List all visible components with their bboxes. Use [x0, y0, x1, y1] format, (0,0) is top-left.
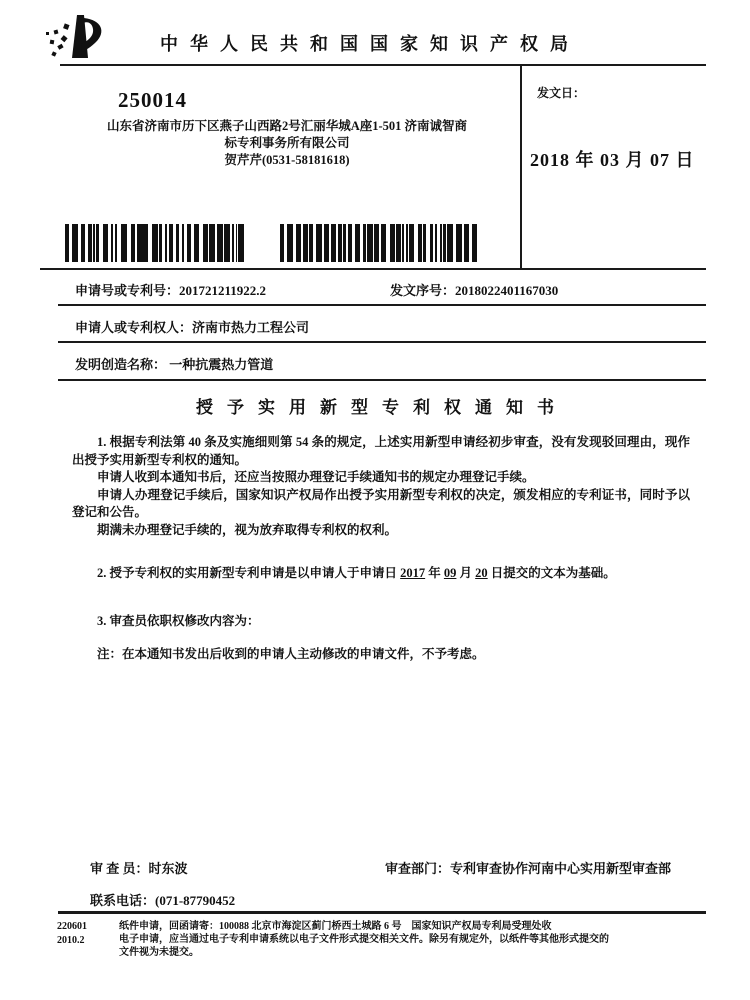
- application-number-label: 申请号或专利号：: [75, 283, 180, 298]
- paragraph-1d: 期满未办理登记手续的，视为放弃取得专利权的权利。: [97, 522, 398, 537]
- row-divider: [58, 304, 706, 306]
- address-line-2: 标专利事务所有限公司: [224, 136, 350, 150]
- sipo-logo-icon: [44, 12, 106, 69]
- footnote-line-2: 电子申请，应当通过电子专利申请系统以电子文件形式提交相关文件。除另有规定外，以纸件等其他形式提交的: [119, 934, 609, 945]
- issuing-authority-title: 中华人民共和国国家知识产权局: [160, 34, 580, 54]
- paragraph-1: 1. 根据专利法第 40 条及实施细则第 54 条的规定，上述实用新型申请经初步审查，没有发现驳回理由，现作出授予实用新型专利权的通知。: [72, 435, 690, 467]
- examiner-field: [90, 858, 188, 877]
- dispatch-vertical-divider: [520, 65, 522, 269]
- paragraph-2: 2. 授予专利权的实用新型专利申请是以申请人于申请日 2017 年 09 月 20 日提交的文本为基础。: [97, 566, 616, 580]
- filing-year: 2017: [400, 566, 426, 580]
- notice-body: [72, 434, 690, 664]
- notice-title: 授予实用新型专利权通知书: [196, 398, 568, 417]
- phone-label: 联系电话：: [90, 893, 156, 908]
- footnote-line-3: 文件视为未提交。: [119, 947, 199, 958]
- application-number-field: [75, 280, 266, 299]
- row-divider: [58, 379, 706, 381]
- barcode: [65, 224, 245, 262]
- header-divider: [60, 64, 706, 66]
- department-label: 审查部门：: [385, 861, 451, 876]
- invention-title-label: 发明创造名称：: [75, 357, 167, 372]
- phone-field: [90, 890, 235, 909]
- invention-title-value: 一种抗震热力管道: [169, 357, 274, 372]
- contact-person: 贺芹芹(0531-58181618): [224, 153, 350, 167]
- serial-number-field: [390, 280, 558, 299]
- department-field: [385, 858, 671, 877]
- serial-number-value: 2018022401167030: [455, 283, 559, 298]
- examiner-name: 时东波: [148, 861, 188, 876]
- section-divider: [40, 268, 706, 270]
- applicant-label: 申请人或专利权人：: [75, 320, 193, 335]
- serial-number-label: 发文序号：: [390, 283, 456, 298]
- examiner-label: 审 查 员：: [90, 861, 149, 876]
- row-divider: [58, 341, 706, 343]
- paragraph-1b: 申请人收到本通知书后，还应当按照办理登记手续通知书的规定办理登记手续。: [97, 470, 535, 484]
- department-name: 专利审查协作河南中心实用新型审查部: [450, 861, 672, 876]
- footnote-line-1: 纸件申请，回函请寄：100088 北京市海淀区蓟门桥西土城路 6 号 国家知识产权局专利局受理处收: [119, 921, 552, 932]
- paragraph-3: 3. 审查员依职权修改内容为：: [97, 613, 260, 628]
- phone-value: (071-87790452: [155, 893, 236, 908]
- paragraph-1c: 申请人办理登记手续后，国家知识产权局作出授予实用新型专利权的决定，颁发相应的专利证书，同时予以登记和公告。: [72, 487, 690, 519]
- application-number-value: 201721211922.2: [179, 283, 267, 298]
- applicant-value: 济南市热力工程公司: [192, 320, 310, 335]
- invention-title-field: [75, 354, 273, 373]
- form-codes: [57, 920, 112, 948]
- form-code-1: 220601: [57, 921, 87, 932]
- postal-code: 250014: [118, 88, 187, 112]
- address-line-1: 山东省济南市历下区燕子山西路2号汇丽华城A座1-501 济南诚智商: [106, 119, 468, 133]
- filing-month: 09: [443, 566, 457, 580]
- dispatch-date-value: 2018 年 03 月 07 日: [530, 150, 695, 170]
- filing-day: 20: [475, 566, 488, 580]
- form-code-2: 2010.2: [57, 935, 85, 946]
- dispatch-date-label: 发文日：: [537, 86, 586, 100]
- applicant-field: [75, 317, 309, 336]
- footnote-text: [119, 920, 707, 959]
- footer-divider: [58, 911, 706, 914]
- recipient-address: [62, 118, 512, 169]
- footnote: [57, 920, 707, 959]
- barcode: [280, 224, 480, 262]
- note-paragraph: 注：在本通知书发出后收到的申请人主动修改的申请文件，不予考虑。: [97, 647, 485, 661]
